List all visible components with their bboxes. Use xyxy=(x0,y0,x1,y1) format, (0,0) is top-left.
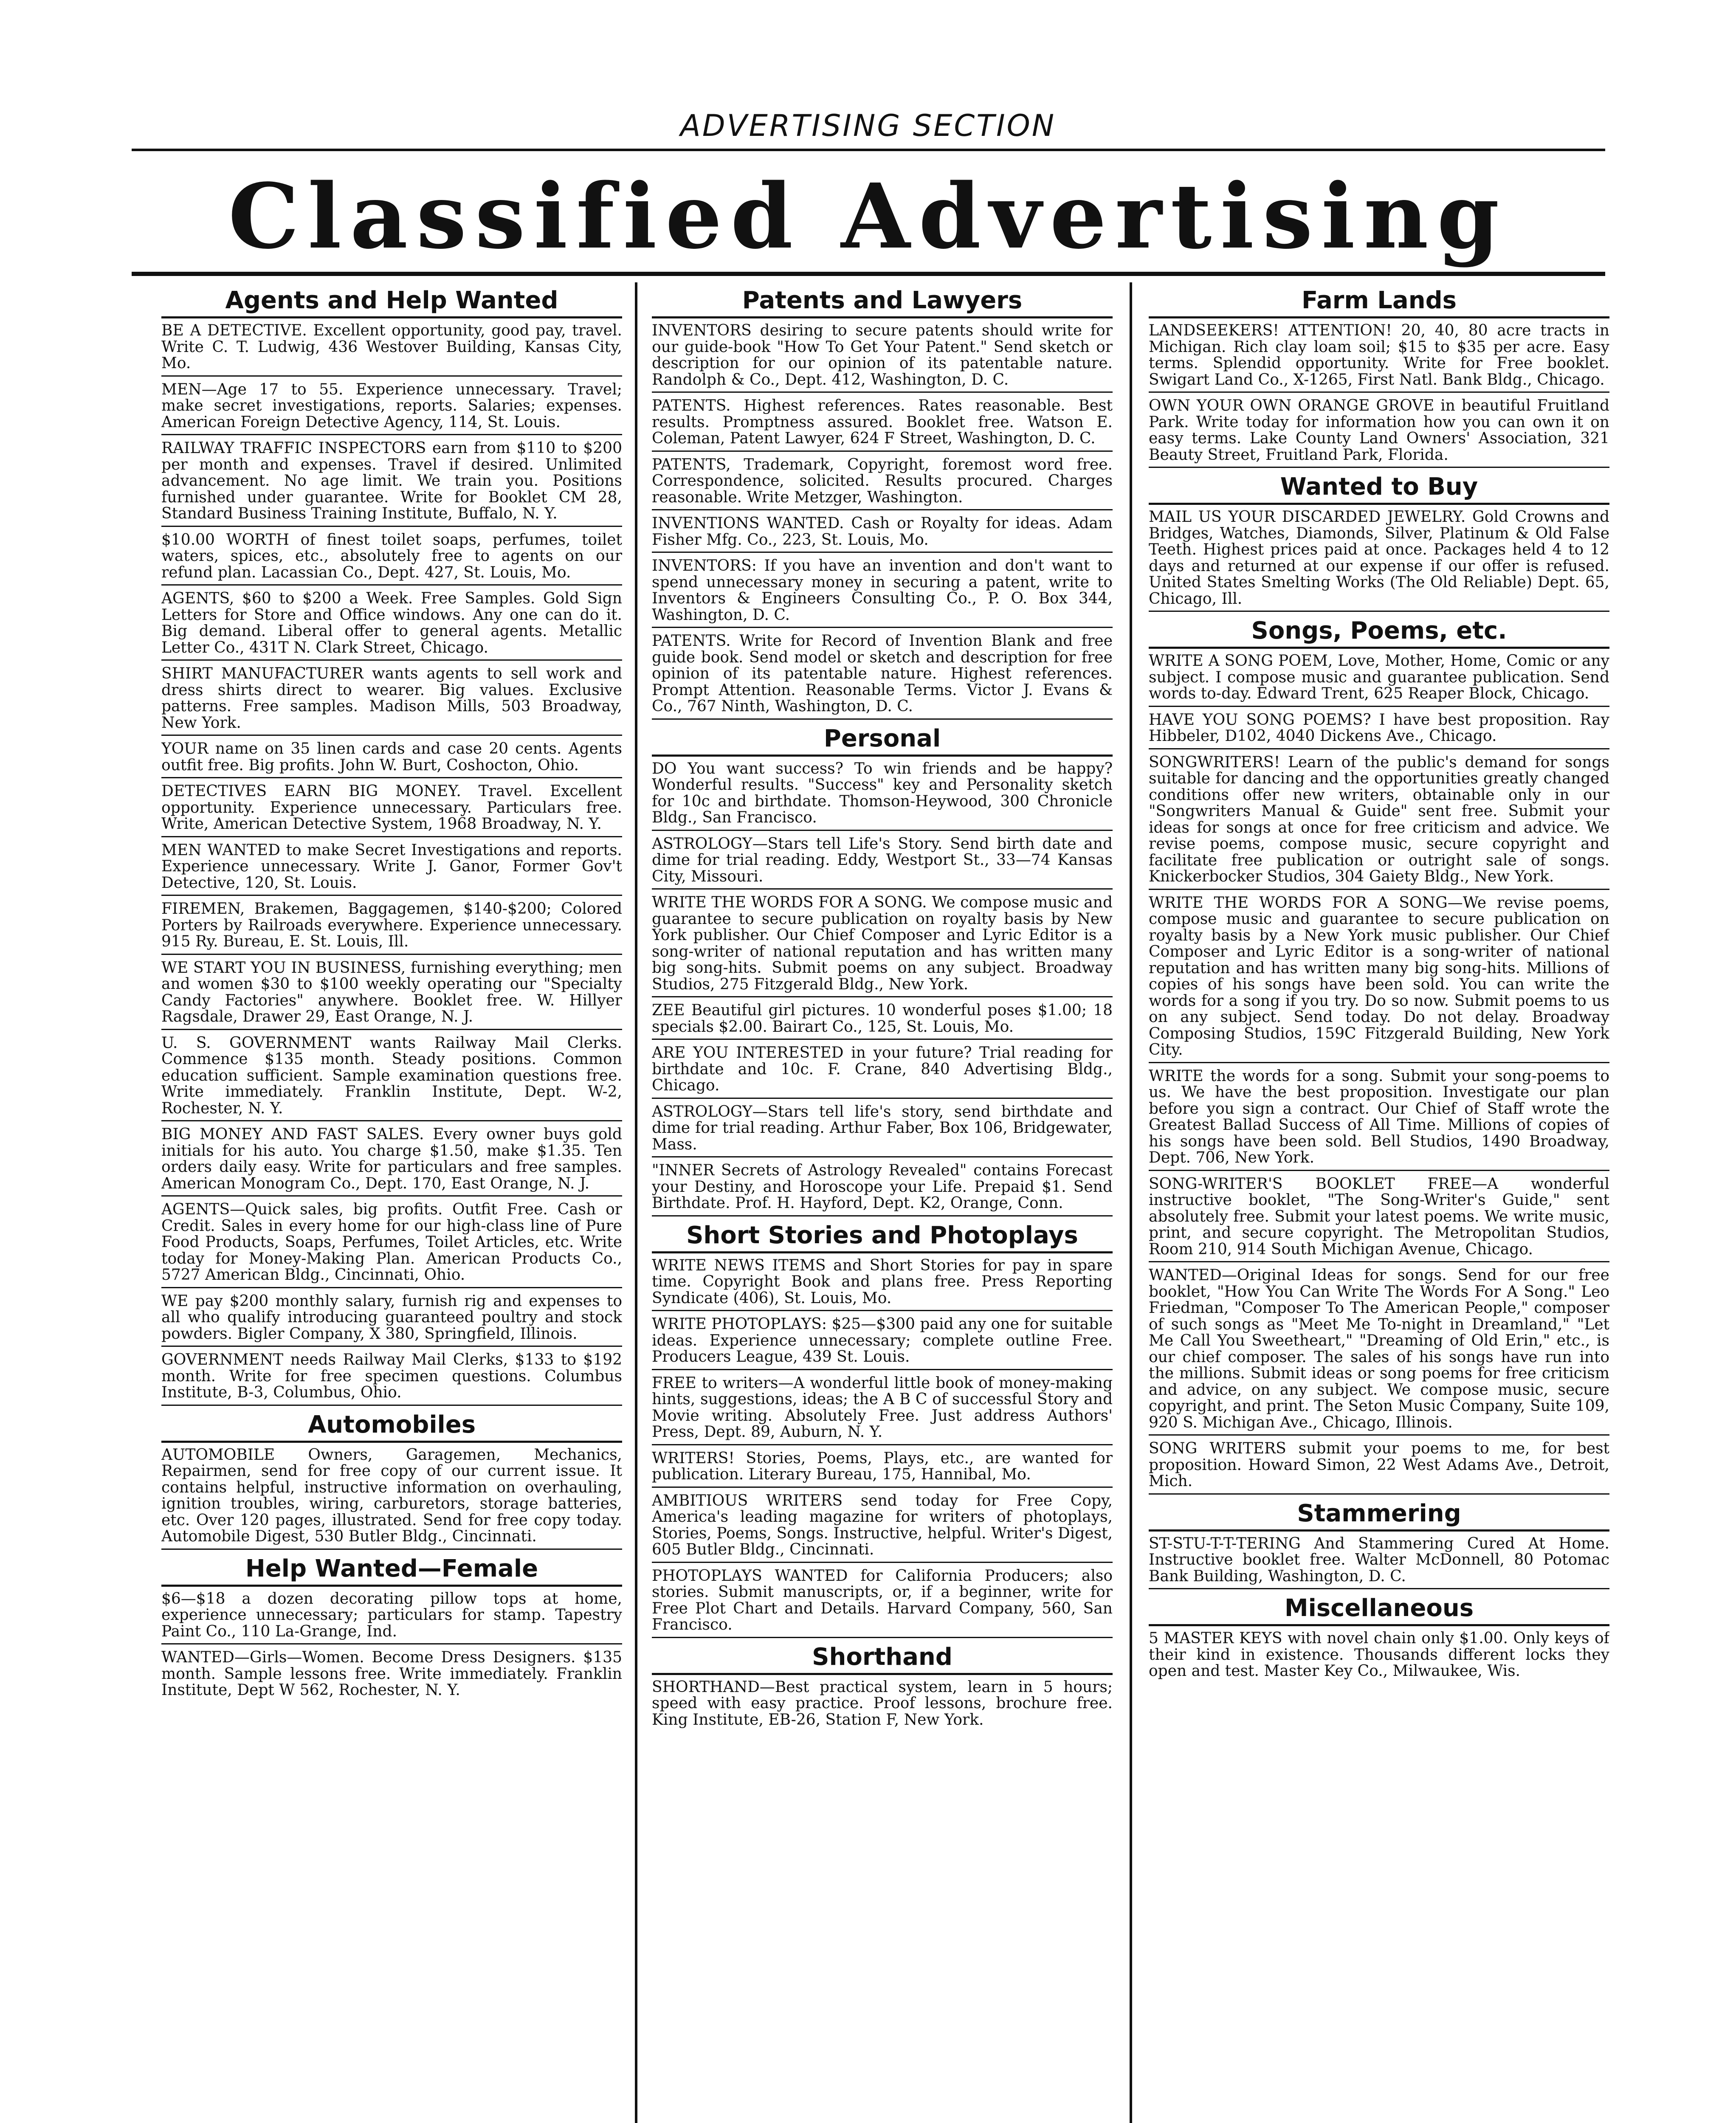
classified-ad: WRITE NEWS ITEMS and Short Stories for pay in spare time. Copyright Book and plans free. Press Reporting Syndicate (406), St. Louis, Mo. xyxy=(652,1256,1113,1312)
classified-ad: MEN WANTED to make Secret Investigations and reports. Experience unnecessary. Write J. Ganor, Former Gov't Detective, 120, St. Louis. xyxy=(161,841,622,896)
section-heading: Personal xyxy=(652,723,1113,757)
column-2 xyxy=(652,282,1113,2123)
classified-ad: AGENTS, $60 to $200 a Week. Free Samples. Gold Sign Letters for Store and Office windows. Any one can do it. Big demand. Liberal offer to general agents. Metallic Letter Co., 431T N. Clark Street, Chicago. xyxy=(161,589,622,661)
classified-ad: WE START YOU IN BUSINESS, furnishing everything; men and women $30 to $100 weekly operating our "Specialty Candy Factories" anywhere. Booklet free. W. Hillyer Ragsdale, Drawer 29, East Orange, N. J. xyxy=(161,958,622,1030)
classified-ad: ASTROLOGY—Stars tell life's story, send birthdate and dime for trial reading. Arthur Faber, Box 106, Bridgewater, Mass. xyxy=(652,1102,1113,1158)
classified-ad: BE A DETECTIVE. Excellent opportunity, good pay, travel. Write C. T. Ludwig, 436 Westover Building, Kansas City, Mo. xyxy=(161,321,622,377)
column-divider xyxy=(635,282,637,2123)
classified-ad: SONG-WRITER'S BOOKLET FREE—A wonderful instructive booklet, "The Song-Writer's Guide," sent absolutely free. Submit your latest poems. We write music, print, and secure copyright. The Metropolitan Studios, Room 210, 914 South Michigan Avenue, Chicago. xyxy=(1149,1174,1609,1263)
classified-ad: DO You want success? To win friends and be happy? Wonderful results. "Success" key and Personality sketch for 10c and birthdate. Thomson-Heywood, 300 Chronicle Bldg., San Francisco. xyxy=(652,759,1113,831)
classified-ad: FIREMEN, Brakemen, Baggagemen, $140-$200; Colored Porters by Railroads everywhere. Experience unnecessary. 915 Ry. Bureau, E. St. Louis, Ill. xyxy=(161,899,622,955)
classified-ad: WRITERS! Stories, Poems, Plays, etc., are wanted for publication. Literary Bureau, 175, Hannibal, Mo. xyxy=(652,1449,1113,1488)
classified-ad: WRITE THE WORDS FOR A SONG—We revise poems, compose music and guarantee to secure publication on royalty basis by a New York music publisher. Our Chief Composer and Lyric Editor is a song-writer of national reputation and has written many big song-hits. Millions of copies of his songs have been sold. You can write the words for a song if you try. Do so now. Submit poems to us on any subject. Send today. Do not delay. Broadway Composing Studios, 159C Fitzgerald Building, New York City. xyxy=(1149,893,1609,1063)
classified-ad: PHOTOPLAYS WANTED for California Producers; also stories. Submit manuscripts, or, if a beginner, write for Free Plot Chart and Details. Harvard Company, 560, San Francisco. xyxy=(652,1566,1113,1638)
section-heading: Stammering xyxy=(1149,1498,1609,1532)
classified-ad: $10.00 WORTH of finest toilet soaps, perfumes, toilet waters, spices, etc., absolutely free to agents on our refund plan. Lacassian Co., Dept. 427, St. Louis, Mo. xyxy=(161,530,622,586)
classified-ad: LANDSEEKERS! ATTENTION! 20, 40, 80 acre tracts in Michigan. Rich clay loam soil; $15 to $35 per acre. Easy terms. Splendid opportunity. Write for Free booklet. Swigart Land Co., X-1265, First Natl. Bank Bldg., Chicago. xyxy=(1149,321,1609,393)
section-heading: Miscellaneous xyxy=(1149,1593,1609,1626)
classified-ad: WRITE THE WORDS FOR A SONG. We compose music and guarantee to secure publication on royalty basis by New York publisher. Our Chief Composer and Lyric Editor is a song-writer of national reputation and has written many big song-hits. Submit poems on any subject. Broadway Studios, 275 Fitzgerald Bldg., New York. xyxy=(652,893,1113,997)
classified-ad: SONGWRITERS! Learn of the public's demand for songs suitable for dancing and the opportunities greatly changed conditions offer new writers, obtainable only in our "Songwriters Manual & Guide" sent free. Submit your ideas for songs at once for free criticism and advice. We revise poems, compose music, secure copyright and facilitate free publication or outright sale of songs. Knickerbocker Studios, 304 Gaiety Bldg., New York. xyxy=(1149,753,1609,890)
section-heading: Songs, Poems, etc. xyxy=(1149,615,1609,649)
classified-ad: SHIRT MANUFACTURER wants agents to sell work and dress shirts direct to wearer. Big values. Exclusive patterns. Free samples. Madison Mills, 503 Broadway, New York. xyxy=(161,664,622,736)
classified-ad: ARE YOU INTERESTED in your future? Trial reading for birthdate and 10c. F. Crane, 840 Advertising Bldg., Chicago. xyxy=(652,1043,1113,1099)
classified-ad: PATENTS. Write for Record of Invention Blank and free guide book. Send model or sketch and description for free opinion of its patentable nature. Highest references. Prompt Attention. Reasonable Terms. Victor J. Evans & Co., 767 Ninth, Washington, D. C. xyxy=(652,631,1113,720)
masthead-title: Classified Advertising xyxy=(228,164,1508,269)
classified-ad: FREE to writers—A wonderful little book of money-making hints, suggestions, ideas; the A B C of successful Story and Movie writing. Absolutely Free. Just address Authors' Press, Dept. 89, Auburn, N. Y. xyxy=(652,1374,1113,1445)
classified-ad: AMBITIOUS WRITERS send today for Free Copy, America's leading magazine for writers of photoplays, Stories, Poems, Songs. Instructive, helpful. Writer's Digest, 605 Butler Bldg., Cincinnati. xyxy=(652,1491,1113,1563)
classified-ad: INVENTORS desiring to secure patents should write for our guide-book "How To Get Your Patent." Send sketch or description for our opinion of its patentable nature. Randolph & Co., Dept. 412, Washington, D. C. xyxy=(652,321,1113,393)
classified-ad: WRITE the words for a song. Submit your song-poems to us. We have the best proposition. Investigate our plan before you sign a contract. Our Chief of Staff wrote the Greatest Ballad Success of All Time. Millions of copies of his songs have been sold. Bell Studios, 1490 Broadway, Dept. 706, New York. xyxy=(1149,1067,1609,1171)
section-heading: Help Wanted—Female xyxy=(161,1553,622,1587)
classified-ad: $6—$18 a dozen decorating pillow tops at home, experience unnecessary; particulars for stamp. Tapestry Paint Co., 110 La-Grange, Ind. xyxy=(161,1589,622,1645)
classified-ad: RAILWAY TRAFFIC INSPECTORS earn from $110 to $200 per month and expenses. Travel if desired. Unlimited advancement. No age limit. We train you. Positions furnished under guarantee. Write for Booklet CM 28, Standard Business Training Institute, Buffalo, N. Y. xyxy=(161,439,622,527)
classified-ad: ST-STU-T-T-TERING And Stammering Cured At Home. Instructive booklet free. Walter McDonnell, 80 Potomac Bank Building, Washington, D. C. xyxy=(1149,1534,1609,1590)
classified-ad: DETECTIVES EARN BIG MONEY. Travel. Excellent opportunity. Experience unnecessary. Particulars free. Write, American Detective System, 1968 Broadway, N. Y. xyxy=(161,782,622,837)
classified-ad: SONG WRITERS submit your poems to me, for best proposition. Howard Simon, 22 West Adams Ave., Detroit, Mich. xyxy=(1149,1439,1609,1495)
classified-ad: INVENTIONS WANTED. Cash or Royalty for ideas. Adam Fisher Mfg. Co., 223, St. Louis, Mo. xyxy=(652,514,1113,553)
classified-ad: WRITE A SONG POEM, Love, Mother, Home, Comic or any subject. I compose music and guarantee publication. Send words to-day. Edward Trent, 625 Reaper Block, Chicago. xyxy=(1149,651,1609,707)
section-heading: Farm Lands xyxy=(1149,285,1609,318)
classified-ad: HAVE YOU SONG POEMS? I have best proposition. Ray Hibbeler, D102, 4040 Dickens Ave., Chicago. xyxy=(1149,710,1609,749)
classified-ad: SHORTHAND—Best practical system, learn in 5 hours; speed with easy practice. Proof lessons, brochure free. King Institute, EB-26, Station F, New York. xyxy=(652,1678,1113,1729)
classified-ad: WE pay $200 monthly salary, furnish rig and expenses to all who qualify introducing guaranteed poultry and stock powders. Bigler Company, X 380, Springfield, Illinois. xyxy=(161,1292,622,1347)
classified-ad: PATENTS, Trademark, Copyright, foremost word free. Correspondence, solicited. Results procured. Charges reasonable. Write Metzger, Washington. xyxy=(652,455,1113,511)
classified-ad: U. S. GOVERNMENT wants Railway Mail Clerks. Commence $135 month. Steady positions. Common education sufficient. Sample examination questions free. Write immediately. Franklin Institute, Dept. W-2, Rochester, N. Y. xyxy=(161,1033,622,1122)
section-heading: Patents and Lawyers xyxy=(652,285,1113,318)
classified-ad: AUTOMOBILE Owners, Garagemen, Mechanics, Repairmen, send for free copy of our current issue. It contains helpful, instructive information on overhauling, ignition troubles, wiring, carburetors, storage batteries, etc. Over 120 pages, illustrated. Send for free copy today. Automobile Digest, 530 Butler Bldg., Cincinnati. xyxy=(161,1445,622,1550)
page-header: ADVERTISING SECTION xyxy=(680,108,1056,143)
classified-ad: WRITE PHOTOPLAYS: $25—$300 paid any one for suitable ideas. Experience unnecessary; complete outline Free. Producers League, 439 St. Louis. xyxy=(652,1315,1113,1370)
section-heading: Shorthand xyxy=(652,1642,1113,1675)
header-rule xyxy=(132,149,1605,151)
classified-ad: YOUR name on 35 linen cards and case 20 cents. Agents outfit free. Big profits. John W. Burt, Coshocton, Ohio. xyxy=(161,739,622,778)
masthead-rule xyxy=(132,272,1605,276)
section-heading: Short Stories and Photoplays xyxy=(652,1220,1113,1253)
classified-ad: WANTED—Girls—Women. Become Dress Designers. $135 month. Sample lessons free. Write immediately. Franklin Institute, Dept W 562, Rochester, N. Y. xyxy=(161,1649,622,1699)
classified-ad: ASTROLOGY—Stars tell Life's Story. Send birth date and dime for trial reading. Eddy, Westport St., 33—74 Kansas City, Missouri. xyxy=(652,834,1113,890)
section-heading: Wanted to Buy xyxy=(1149,471,1609,505)
classified-ad: MEN—Age 17 to 55. Experience unnecessary. Travel; make secret investigations, reports. Salaries; expenses. American Foreign Detective Agency, 114, St. Louis. xyxy=(161,380,622,436)
section-heading: Agents and Help Wanted xyxy=(161,285,622,318)
classified-ad: INVENTORS: If you have an invention and don't want to spend unnecessary money in securing a patent, write to Inventors & Engineers Consulting Co., P. O. Box 344, Washington, D. C. xyxy=(652,556,1113,628)
classified-ad: OWN YOUR OWN ORANGE GROVE in beautiful Fruitland Park. Write today for information how you can own it on easy terms. Lake County Land Owners' Association, 321 Beauty Street, Fruitland Park, Florida. xyxy=(1149,396,1609,468)
section-heading: Automobiles xyxy=(161,1409,622,1443)
classified-ad: "INNER Secrets of Astrology Revealed" contains Forecast your Destiny, and Horoscope your Life. Prepaid $1. Send Birthdate. Prof. H. Hayford, Dept. K2, Orange, Conn. xyxy=(652,1161,1113,1216)
classified-ad: GOVERNMENT needs Railway Mail Clerks, $133 to $192 month. Write for free specimen questions. Columbus Institute, B-3, Columbus, Ohio. xyxy=(161,1350,622,1406)
classified-ad: PATENTS. Highest references. Rates reasonable. Best results. Promptness assured. Booklet free. Watson E. Coleman, Patent Lawyer, 624 F Street, Washington, D. C. xyxy=(652,396,1113,452)
classified-ad: ZEE Beautiful girl pictures. 10 wonderful poses $1.00; 18 specials $2.00. Bairart Co., 125, St. Louis, Mo. xyxy=(652,1001,1113,1040)
column-divider xyxy=(1130,282,1132,2123)
classified-ad: AGENTS—Quick sales, big profits. Outfit Free. Cash or Credit. Sales in every home for our high-class line of Pure Food Products, Soaps, Perfumes, Toilet Articles, etc. Write today for Money-Making Plan. American Products Co., 5727 American Bldg., Cincinnati, Ohio. xyxy=(161,1200,622,1288)
classified-ad: WANTED—Original Ideas for songs. Send for our free booklet, "How You Can Write The Words For A Song." Leo Friedman, "Composer To The American People," composer of such songs as "Meet Me To-night in Dreamland," "Let Me Call You Sweetheart," "Dreaming of Old Erin," etc., is our chief composer. The sales of his songs have run into the millions. Submit ideas or song poems for free criticism and advice, on any subject. We compose music, secure copyright, and print. The Seton Music Company, Suite 109, 920 S. Michigan Ave., Chicago, Illinois. xyxy=(1149,1266,1609,1436)
classified-ad: BIG MONEY AND FAST SALES. Every owner buys gold initials for his auto. You charge $1.50, make $1.35. Ten orders daily easy. Write for particulars and free samples. American Monogram Co., Dept. 170, East Orange, N. J. xyxy=(161,1125,622,1197)
column-3 xyxy=(1149,282,1609,2123)
classified-ad: MAIL US YOUR DISCARDED JEWELRY. Gold Crowns and Bridges, Watches, Diamonds, Silver, Platinum & Old False Teeth. Highest prices paid at once. Packages held 4 to 12 days and returned at our expense if our offer is refused. United States Smelting Works (The Old Reliable) Dept. 65, Chicago, Ill. xyxy=(1149,507,1609,612)
column-1 xyxy=(161,282,622,2123)
classified-ad: 5 MASTER KEYS with novel chain only $1.00. Only keys of their kind in existence. Thousands different locks they open and test. Master Key Co., Milwaukee, Wis. xyxy=(1149,1630,1609,1680)
